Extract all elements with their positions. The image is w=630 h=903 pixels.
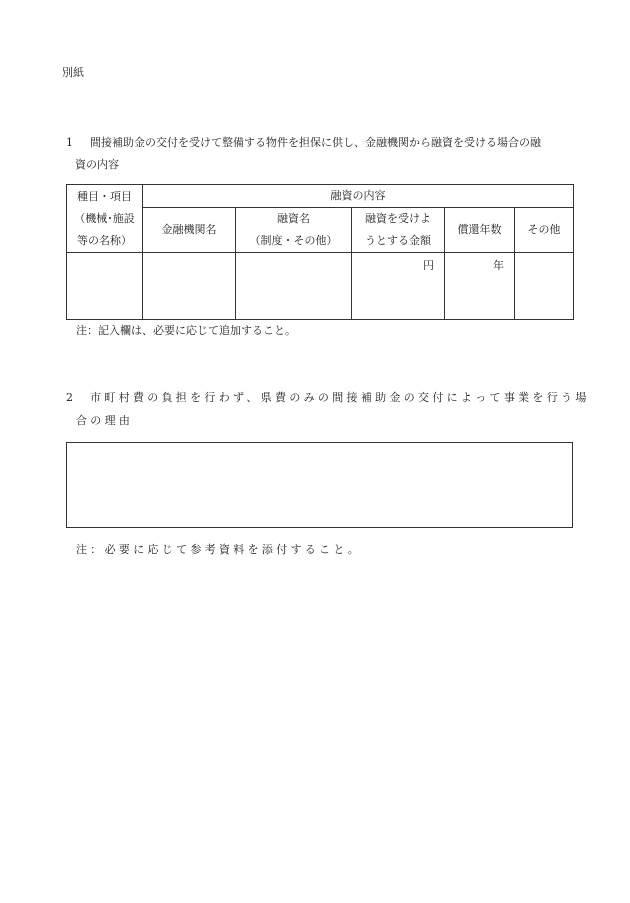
unit-yen: 円	[423, 259, 434, 272]
header-amount-cell	[352, 208, 445, 253]
header-other-cell	[515, 208, 574, 253]
header-item-line2: （機械･施設	[74, 211, 135, 225]
header-item-line1: 種目・項目	[77, 189, 132, 203]
input-years-cell[interactable]	[445, 253, 515, 320]
header-loan-name-line2: （制度・その他）	[249, 234, 338, 247]
header-item-cell	[67, 185, 143, 253]
section1-title-line1: 間接補助金の交付を受けて整備する物件を担保に供し、金融機関から融資を受ける場合の融	[90, 136, 541, 149]
loan-table	[66, 184, 574, 320]
header-years-cell	[445, 208, 515, 253]
header-item-line3: 等の名称）	[77, 233, 132, 247]
section1-title-line2: 資の内容	[75, 158, 119, 171]
header-amount-line2: うとする金額	[365, 234, 431, 247]
input-amount-cell[interactable]	[352, 253, 445, 320]
section1-note: 注：記入欄は、必要に応じて追加すること。	[76, 324, 296, 337]
header-loan-name-line1: 融資名	[277, 212, 310, 225]
input-item-cell[interactable]	[67, 253, 143, 320]
header-other: その他	[527, 223, 561, 236]
section2-number: 2	[66, 391, 73, 404]
header-bank: 金融機関名	[161, 223, 217, 236]
input-other-cell[interactable]	[515, 253, 574, 320]
input-loan-name-cell[interactable]	[236, 253, 352, 320]
section2-note: 注：必要に応じて参考資料を添付すること。	[76, 543, 362, 556]
section1-number: 1	[66, 136, 73, 149]
unit-year: 年	[493, 259, 504, 272]
header-bank-cell	[143, 208, 236, 253]
header-loan-name-cell	[236, 208, 352, 253]
input-bank-cell[interactable]	[143, 253, 236, 320]
header-years: 償還年数	[457, 223, 502, 236]
header-loan-group: 融資の内容	[330, 189, 386, 202]
section2-title-line2: 合の理由	[76, 414, 134, 427]
reason-box[interactable]	[66, 442, 573, 528]
section2-title-line1: 市町村費の負担を行わず、県費のみの間接補助金の交付によって事業を行う場	[90, 391, 590, 404]
page-label: 別紙	[62, 66, 84, 79]
header-loan-group-cell	[143, 185, 574, 208]
header-amount-line1: 融資を受けよ	[365, 212, 431, 225]
